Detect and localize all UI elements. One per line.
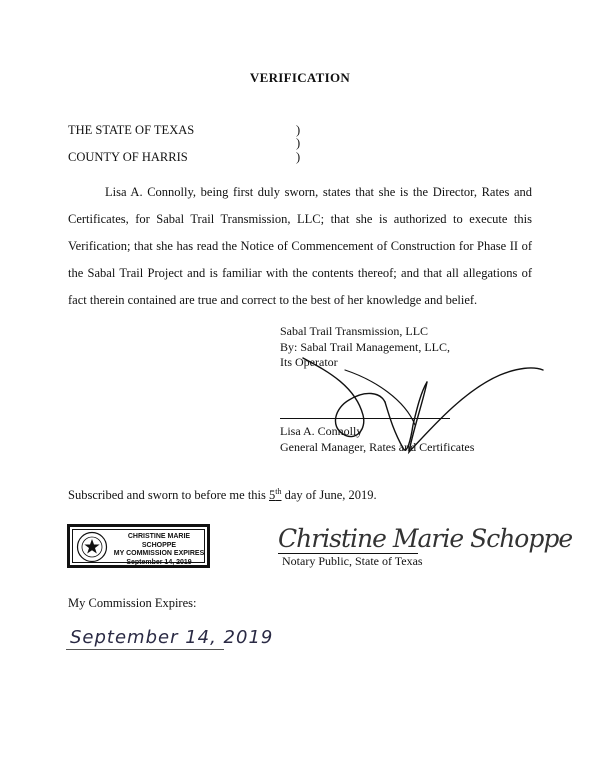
verification-paragraph: Lisa A. Connolly, being first duly sworn, states that she is the Director, Rates and Certificates, for Sabal Trail Transmission, LLC; that she is authorized to execute this Verification; that she has read the Notice of Commencement of Construction for Phase II of the Sabal Trail Project and is familiar with the contents thereof; and that all allegations of fact therein contained are true and correct to the best of her knowledge and belief. — [68, 185, 532, 307]
document-title: VERIFICATION — [249, 70, 351, 85]
notary-label: Notary Public, State of Texas — [282, 554, 423, 568]
signatory-role-line: Its Operator — [280, 355, 338, 369]
seal-line-2: MY COMMISSION EXPIRES — [113, 550, 205, 557]
signatory-name: Lisa A. Connolly — [280, 424, 363, 438]
subscribed-prefix: Subscribed and sworn to before me this — [68, 488, 270, 503]
commission-handwritten-date: September 14, 2019 — [70, 627, 274, 648]
signatory-title: General Manager, Rates and Certificates — [280, 439, 475, 454]
subscribed-day-suffix: th — [275, 487, 282, 496]
commission-date-line — [66, 649, 224, 650]
signatory-company: Sabal Trail Transmission, LLC — [280, 324, 429, 338]
venue-paren-2: ) — [296, 136, 301, 150]
subscribed-line — [68, 487, 377, 503]
venue-state: THE STATE OF TEXAS — [68, 123, 195, 137]
venue-paren-1: ) — [296, 123, 301, 137]
signatory-name-block — [280, 424, 474, 455]
seal-text — [112, 533, 206, 567]
venue-paren-3: ) — [296, 150, 301, 164]
commission-label: My Commission Expires: — [68, 596, 197, 610]
seal-line-3: September 14, 2019 — [126, 558, 192, 566]
star-seal-icon — [76, 531, 108, 563]
notary-seal — [67, 524, 210, 568]
venue-county: COUNTY OF HARRIS — [68, 150, 188, 164]
signatory-by-line: By: Sabal Trail Management, LLC, — [280, 339, 450, 354]
subscribed-day: 5th — [269, 487, 282, 503]
notary-signature: Christine Marie Schoppe — [278, 524, 573, 553]
seal-line-1: CHRISTINE MARIE SCHOPPE — [127, 533, 191, 549]
subscribed-suffix: day of June, 2019. — [281, 488, 377, 503]
